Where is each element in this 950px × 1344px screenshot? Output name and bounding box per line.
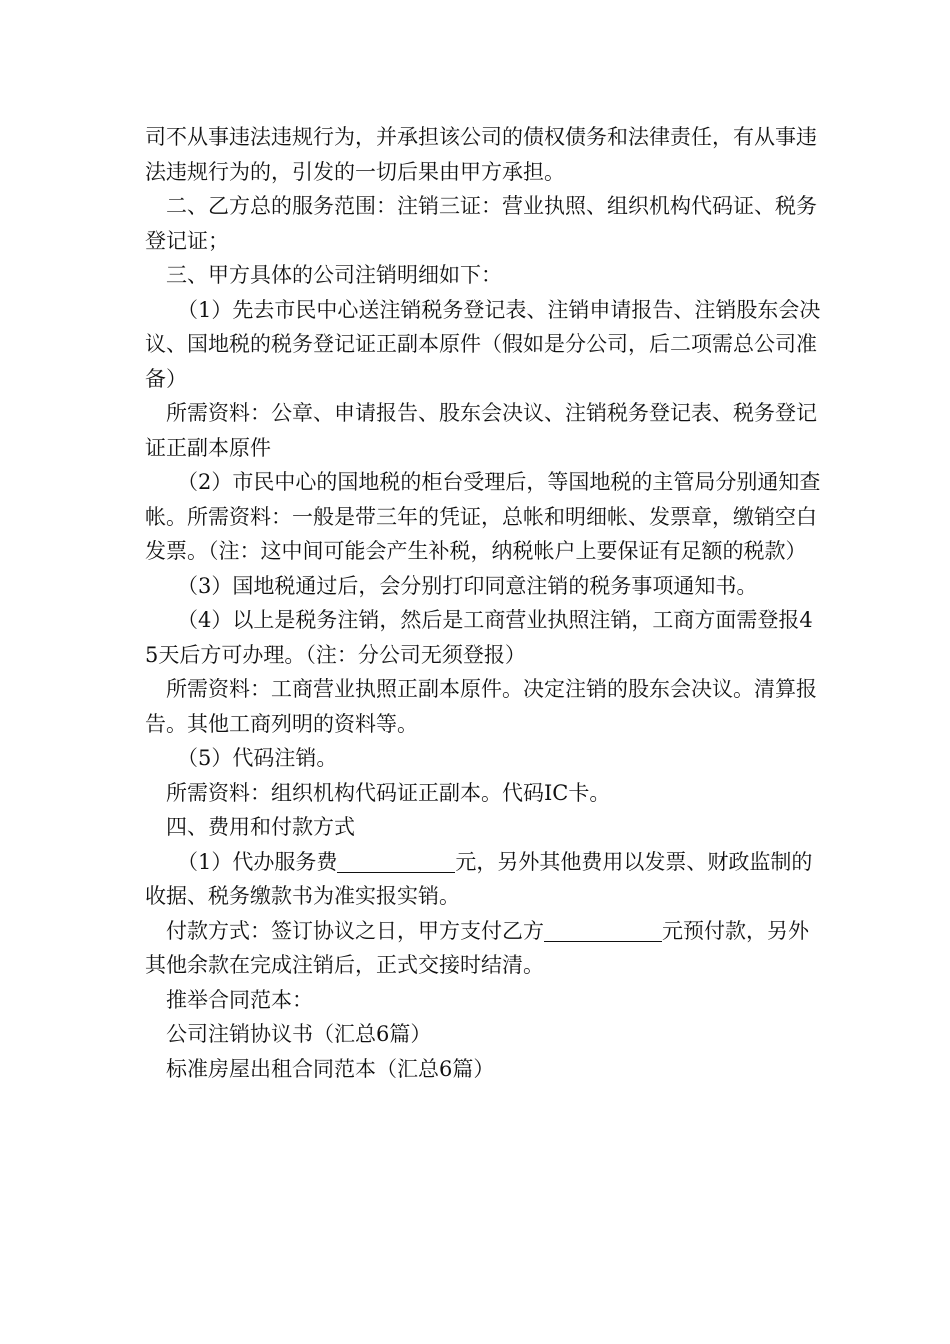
service-fee-label: （1）代办服务费 [177, 849, 338, 874]
recommend-link-2[interactable]: 标准房屋出租合同范本（汇总6篇） [166, 1056, 495, 1081]
paragraph-step-4-materials: 所需资料：工商营业执照正副本原件。决定注销的股东会决议。清算报告。其他工商列明的资料等。 [145, 677, 817, 736]
recommend-heading: 推举合同范本： [166, 987, 313, 1012]
service-fee-text: 元，另外其他费用以发票、财政监制的收据、税务缴款书为准实报实销。 [145, 849, 813, 908]
paragraph-liability: 司不从事违法违规行为，并承担该公司的债权债务和法律责任，有从事违法违规行为的，引发的一切后果由甲方承担。 [145, 125, 817, 184]
paragraph-step-4: （4）以上是税务注销，然后是工商营业执照注销，工商方面需登报45天后方可办理。（注：分公司无须登报） [145, 608, 813, 667]
paragraph-fee-heading: 四、费用和付款方式 [166, 815, 355, 839]
paragraph-service-fee [145, 845, 825, 914]
service-fee-blank [337, 850, 455, 873]
paragraph-service-scope: 二、乙方总的服务范围：注销三证：营业执照、组织机构代码证、税务登记证； [145, 194, 817, 253]
paragraph-step-2: （2）市民中心的国地税的柜台受理后，等国地税的主管局分别通知查帐。所需资料：一般是带三年的凭证，总帐和明细帐、发票章，缴销空白发票。（注：这中间可能会产生补税，纳税帐户上要保证有足额的税款） [145, 470, 821, 563]
paragraph-step-5-materials: 所需资料：组织机构代码证正副本。代码IC卡。 [166, 780, 611, 805]
payment-amount-blank [544, 919, 662, 942]
payment-method-text: 元预付款，另外其他余款在完成注销后，正式交接时结清。 [145, 918, 809, 977]
document-body [145, 120, 825, 1086]
paragraph-payment-method [145, 914, 825, 983]
paragraph-details-heading: 三、甲方具体的公司注销明细如下： [166, 263, 502, 287]
recommend-link-1[interactable]: 公司注销协议书（汇总6篇） [166, 1022, 432, 1046]
paragraph-step-1: （1）先去市民中心送注销税务登记表、注销申请报告、注销股东会决议、国地税的税务登记证正副本原件（假如是分公司，后二项需总公司准备） [145, 297, 821, 391]
paragraph-step-1-materials: 所需资料：公章、申请报告、股东会决议、注销税务登记表、税务登记证正副本原件 [145, 401, 817, 460]
paragraph-step-5: （5）代码注销。 [177, 746, 338, 770]
paragraph-step-3: （3）国地税通过后，会分别打印同意注销的税务事项通知书。 [177, 573, 758, 598]
payment-method-label: 付款方式：签订协议之日，甲方支付乙方 [166, 918, 544, 943]
